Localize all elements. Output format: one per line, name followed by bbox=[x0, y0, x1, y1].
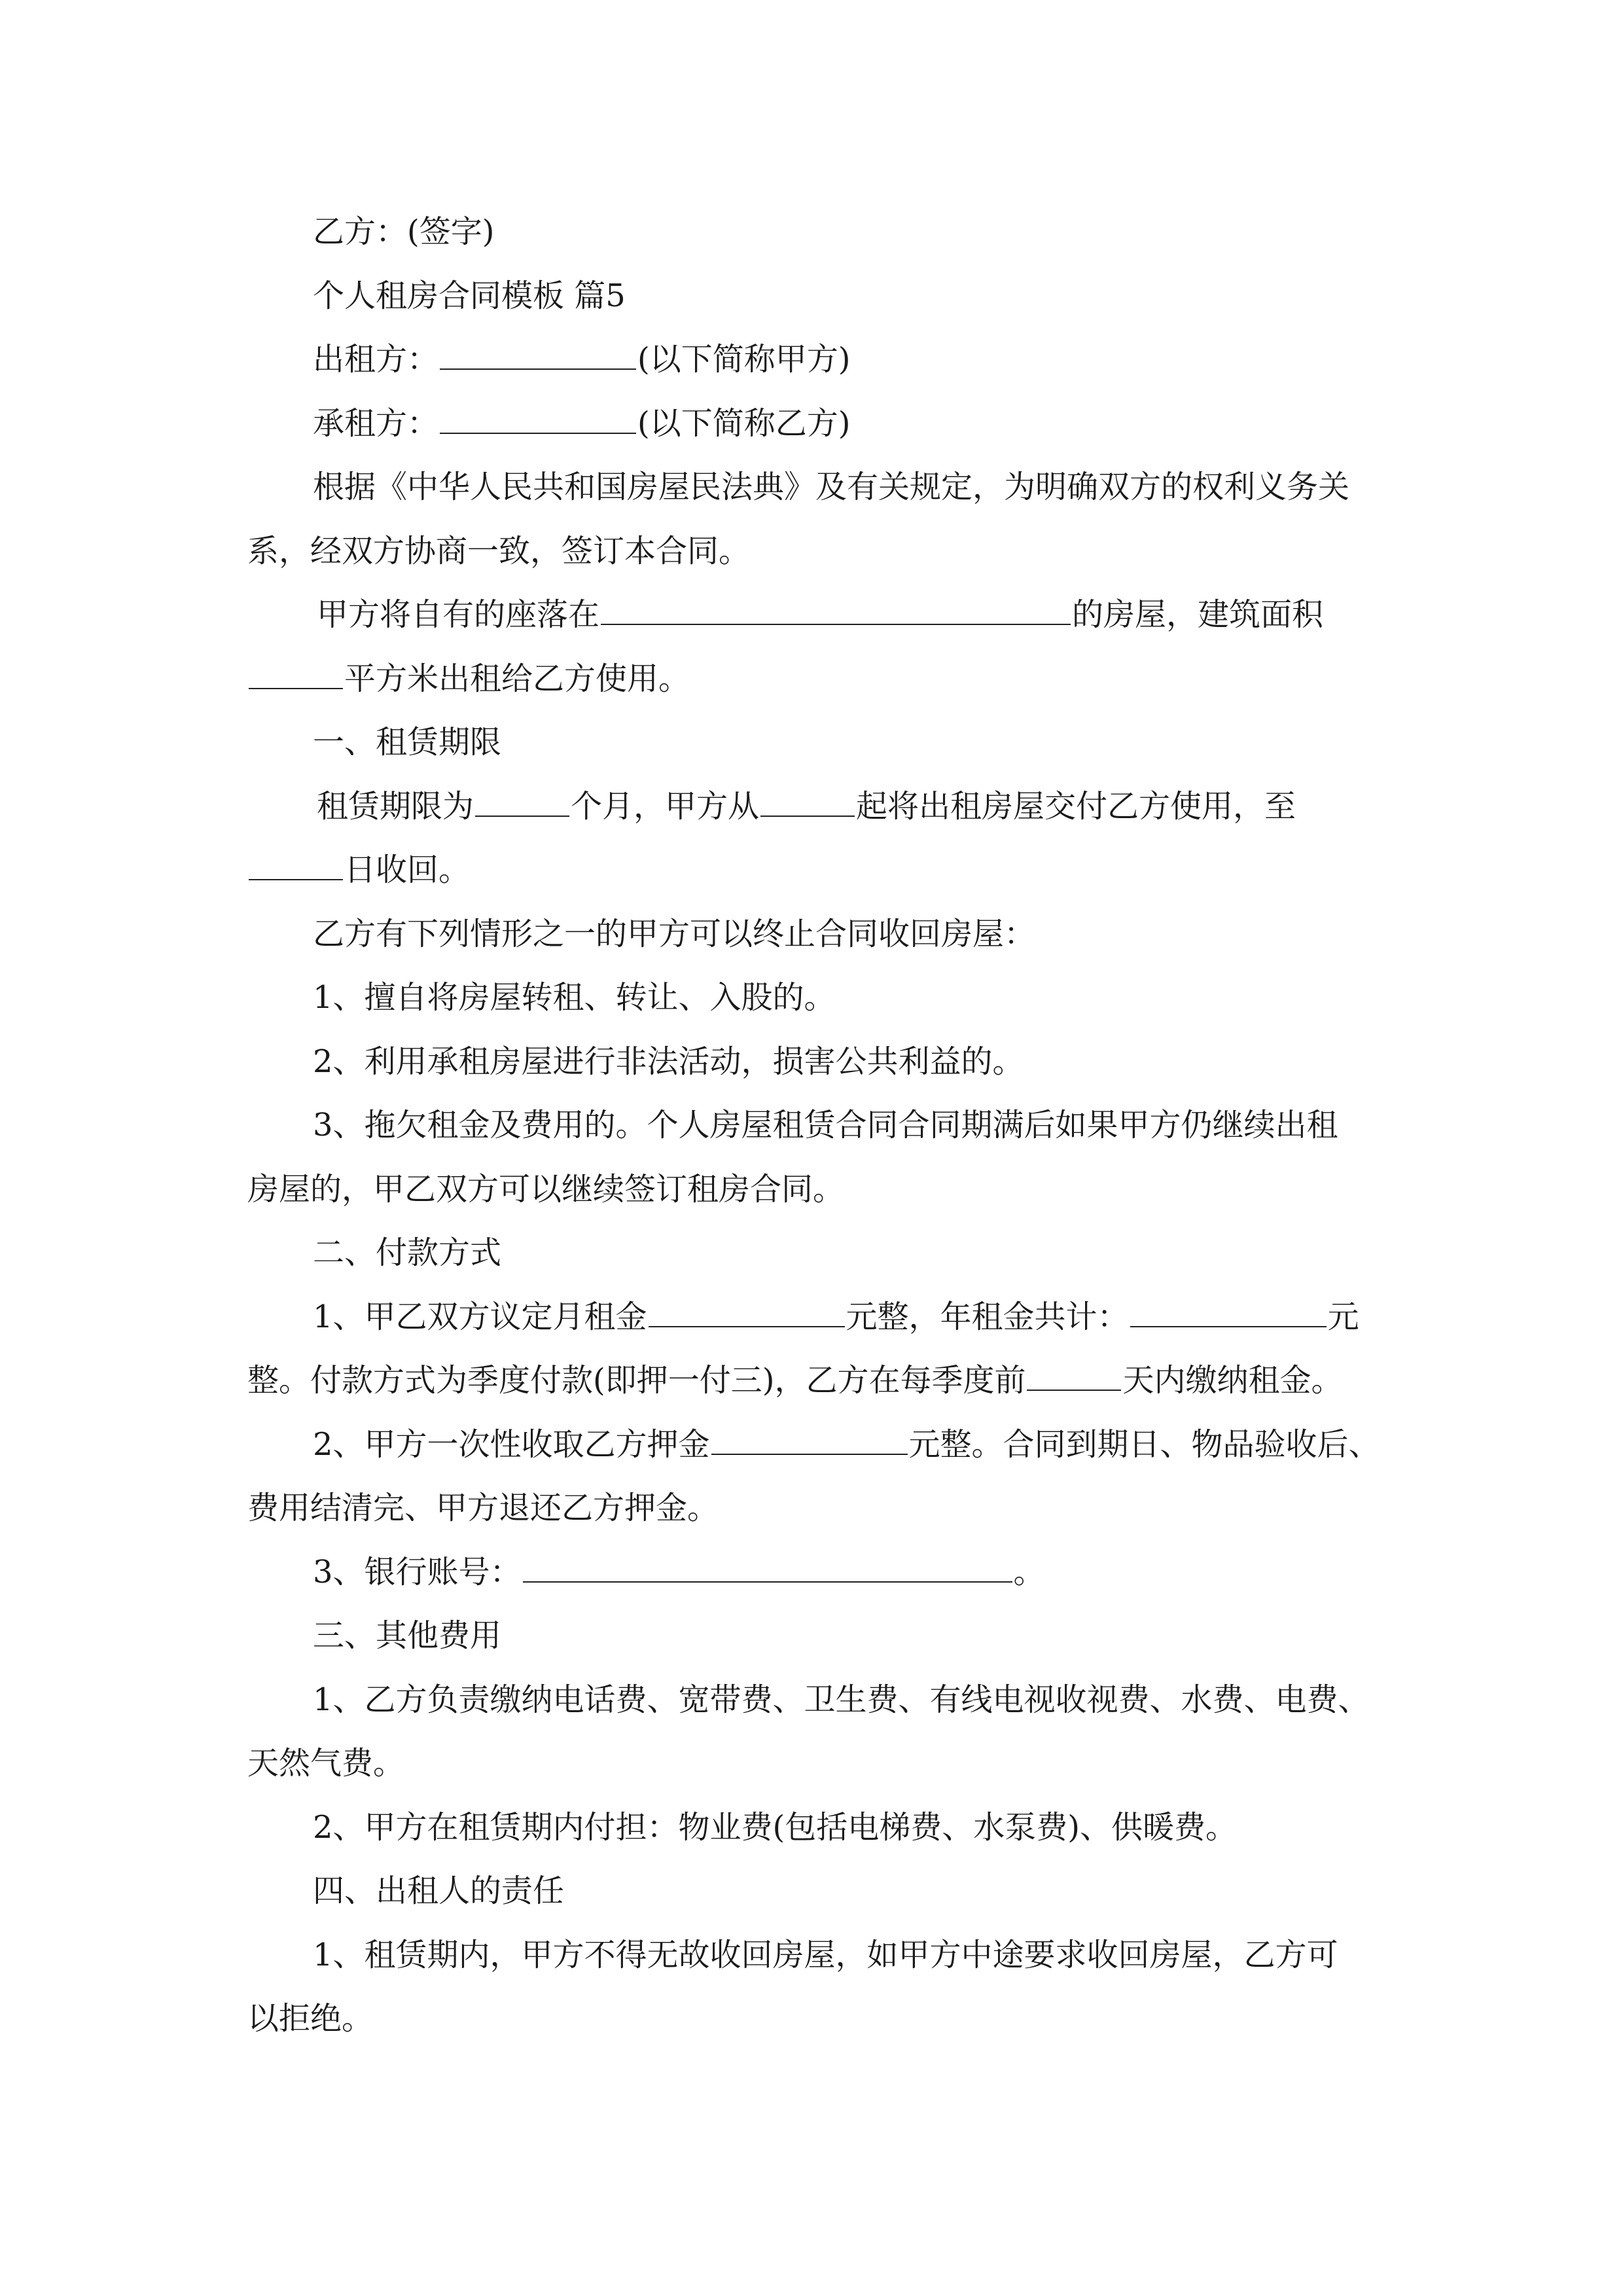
payment-3-line bbox=[247, 1541, 1380, 1605]
property-line-1 bbox=[247, 583, 1380, 647]
payment-2-line-2 bbox=[247, 1477, 1380, 1541]
responsibility-1-text-b: 以拒绝。 bbox=[247, 2000, 374, 2037]
lessee-line bbox=[247, 392, 1380, 456]
lessee-note: (以下简称乙方) bbox=[637, 404, 851, 442]
bank-account-blank bbox=[523, 1555, 1012, 1583]
fee-2-text: 2、甲方在租赁期内付担：物业费(包括电梯费、水泵费)、供暖费。 bbox=[313, 1808, 1237, 1846]
heading-payment-text: 二、付款方式 bbox=[313, 1234, 502, 1271]
lessor-note: (以下简称甲方) bbox=[637, 341, 851, 378]
heading-other-fees bbox=[247, 1604, 1380, 1668]
document-body bbox=[247, 200, 1380, 2051]
payment-1-text-c: 元 bbox=[1327, 1298, 1359, 1335]
intro-paragraph-line-1 bbox=[247, 456, 1380, 520]
property-line-2 bbox=[247, 647, 1380, 711]
term-months-blank bbox=[475, 789, 569, 817]
payment-days-blank bbox=[1027, 1363, 1121, 1391]
annual-rent-blank bbox=[1130, 1300, 1327, 1327]
heading-lease-term bbox=[247, 711, 1380, 775]
payment-2-text-a: 2、甲方一次性收取乙方押金 bbox=[313, 1426, 710, 1463]
monthly-rent-blank bbox=[649, 1300, 845, 1327]
payment-1-text-a: 1、甲乙双方议定月租金 bbox=[313, 1298, 647, 1335]
property-area-blank bbox=[249, 662, 343, 689]
payment-2-line-1 bbox=[247, 1413, 1380, 1477]
lessee-label: 承租方： bbox=[313, 404, 439, 442]
term-text-1a: 租赁期限为 bbox=[317, 787, 474, 825]
lessor-blank bbox=[440, 342, 636, 370]
term-condition-3-text-a: 3、拖欠租金及费用的。个人房屋租赁合同合同期满后如果甲方仍继续出租 bbox=[313, 1107, 1338, 1143]
intro-text-1: 根据《中华人民共和国房屋民法典》及有关规定，为明确双方的权利义务关 bbox=[313, 469, 1350, 505]
fee-2-line bbox=[247, 1796, 1380, 1860]
lessor-label: 出租方： bbox=[313, 341, 439, 378]
term-condition-line bbox=[247, 903, 1380, 967]
term-text-2: 日收回。 bbox=[344, 852, 471, 888]
term-text-1b: 个月，甲方从 bbox=[571, 787, 760, 825]
term-text-1c: 起将出租房屋交付乙方使用，至 bbox=[856, 787, 1296, 825]
heading-lessor-responsibility bbox=[247, 1859, 1380, 1924]
fee-1-line-1 bbox=[247, 1668, 1380, 1732]
payment-1-text-b: 元整，年租金共计： bbox=[846, 1298, 1129, 1335]
intro-paragraph-line-2 bbox=[247, 520, 1380, 584]
payment-2-text-c: 费用结清完、甲方退还乙方押金。 bbox=[247, 1490, 719, 1526]
term-condition-3-text-b: 房屋的，甲乙双方可以继续签订租房合同。 bbox=[247, 1170, 845, 1208]
payment-1-text-e: 天内缴纳租金。 bbox=[1122, 1362, 1343, 1399]
payment-1-line-1 bbox=[247, 1285, 1380, 1350]
property-location-blank bbox=[601, 598, 1071, 625]
responsibility-1-line-2 bbox=[247, 1987, 1380, 2051]
responsibility-1-line-1 bbox=[247, 1924, 1380, 1988]
term-condition-1 bbox=[247, 966, 1380, 1030]
heading-payment bbox=[247, 1221, 1380, 1285]
bank-account-label: 3、银行账号： bbox=[313, 1553, 522, 1590]
fee-1-line-2 bbox=[247, 1732, 1380, 1796]
bank-account-period: 。 bbox=[1013, 1553, 1045, 1590]
payment-1-line-2 bbox=[247, 1349, 1380, 1413]
term-condition-3-line-2 bbox=[247, 1158, 1380, 1222]
term-condition-text: 乙方有下列情形之一的甲方可以终止合同收回房屋： bbox=[313, 915, 1036, 952]
property-text-2: 平方米出租给乙方使用。 bbox=[344, 660, 690, 697]
term-condition-1-text: 1、擅自将房屋转租、转让、入股的。 bbox=[313, 979, 836, 1016]
property-text-1b: 的房屋，建筑面积 bbox=[1072, 596, 1324, 633]
term-end-blank bbox=[249, 853, 343, 880]
fee-1-text-a: 1、乙方负责缴纳电话费、宽带费、卫生费、有线电视收视费、水费、电费、 bbox=[313, 1681, 1370, 1718]
heading-lessor-responsibility-text: 四、出租人的责任 bbox=[313, 1873, 565, 1909]
lessee-blank bbox=[440, 406, 636, 434]
payment-1-text-d: 整。付款方式为季度付款(即押一付三)，乙方在每季度前 bbox=[247, 1362, 1026, 1399]
deposit-blank bbox=[711, 1427, 908, 1455]
term-condition-3-line-1 bbox=[247, 1094, 1380, 1158]
signature-line bbox=[247, 200, 1380, 264]
term-line-1 bbox=[247, 775, 1380, 839]
signature-text: 乙方：(签字) bbox=[313, 213, 495, 250]
payment-2-text-b: 元整。合同到期日、物品验收后、 bbox=[908, 1426, 1380, 1463]
term-start-blank bbox=[760, 789, 855, 817]
lessor-line bbox=[247, 328, 1380, 392]
responsibility-1-text-a: 1、租赁期内，甲方不得无故收回房屋，如甲方中途要求收回房屋，乙方可 bbox=[313, 1936, 1338, 1973]
section-title-text: 个人租房合同模板 篇5 bbox=[313, 277, 626, 314]
heading-other-fees-text: 三、其他费用 bbox=[313, 1617, 502, 1654]
term-condition-2 bbox=[247, 1030, 1380, 1094]
term-line-2 bbox=[247, 838, 1380, 903]
intro-text-2: 系，经双方协商一致，签订本合同。 bbox=[247, 532, 751, 569]
property-text-1a: 甲方将自有的座落在 bbox=[317, 596, 600, 633]
term-condition-2-text: 2、利用承租房屋进行非法活动，损害公共利益的。 bbox=[313, 1043, 1024, 1080]
heading-lease-term-text: 一、租赁期限 bbox=[313, 724, 502, 761]
fee-1-text-b: 天然气费。 bbox=[247, 1745, 405, 1782]
section-title bbox=[247, 264, 1380, 329]
